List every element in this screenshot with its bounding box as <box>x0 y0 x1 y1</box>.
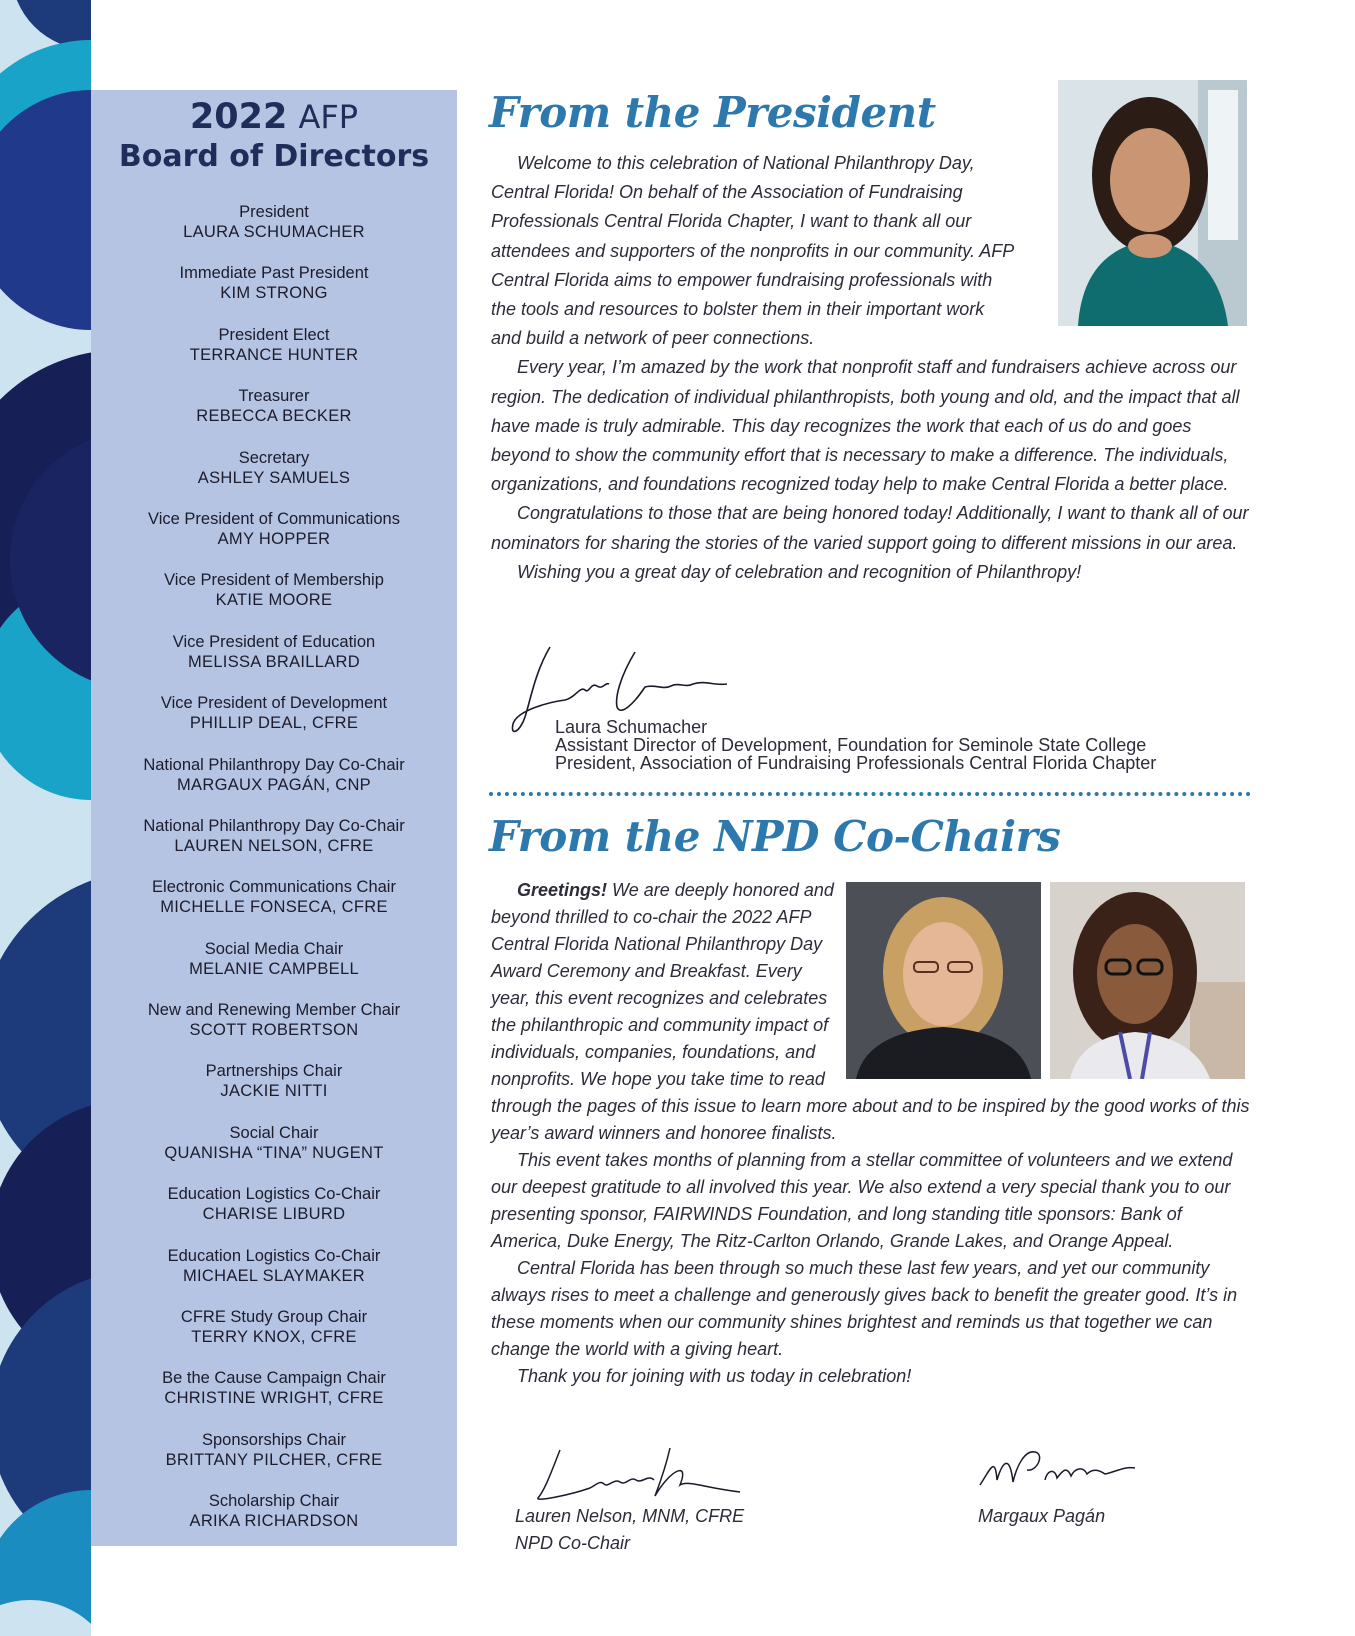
board-member-role: President Elect <box>218 325 330 344</box>
npd-paragraph: Thank you for joining with us today in celebration! <box>517 1366 912 1386</box>
cochair-title: NPD Co-Chair <box>515 1533 631 1553</box>
president-paragraph: Congratulations to those that are being honored today! Additionally, I want to thank all of our nominators for sharing the stories of the varied support going to different missions in our area. <box>491 503 1249 553</box>
board-member-role: Partnerships Chair <box>205 1062 343 1081</box>
npd-paragraph: Central Florida has been through so much these last few years, and yet our community always rises to meet a challenge and generously gives back to benefit the greater good. It’s in these moments when our community shines brightest and reminds us that together we can change the world with a giving heart. <box>491 1258 1238 1359</box>
board-member-name: CHARISE LIBURD <box>202 1205 346 1224</box>
board-member-role: President <box>239 203 309 221</box>
president-signer-title: President, Association of Fundraising Professionals Central Florida Chapter <box>555 753 1157 773</box>
board-member <box>91 509 457 570</box>
board-member-name: TERRY KNOX, CFRE <box>191 1328 357 1347</box>
npd-heading: From the NPD Co-Chairs <box>489 812 1061 861</box>
board-member <box>91 816 457 877</box>
board-member-name: LAURA SCHUMACHER <box>183 223 365 241</box>
npd-paragraph-text: We are deeply honored and beyond thrilled to co-chair the 2022 AFP Central Florida National Philanthropy Day Award Ceremony and Breakfast. Every year, this event recognizes and celebrates the philanthropic and community impact of individuals, companies, foundations, and nonprofits. We hope you take time to read through the pages of this issue to learn more about and to be inspired by the good works of this year’s award winners and honoree finalists. <box>491 880 1250 1143</box>
board-member-name: MICHELLE FONSECA, CFRE <box>160 898 388 917</box>
president-signer-title: Assistant Director of Development, Foundation for Seminole State College <box>555 735 1147 755</box>
npd-letter <box>491 877 1251 1390</box>
board-member-role: Scholarship Chair <box>208 1492 340 1511</box>
board-member <box>91 1368 457 1429</box>
board-title <box>91 98 457 176</box>
board-member-role: Education Logistics Co-Chair <box>167 1246 381 1265</box>
president-paragraph: Welcome to this celebration of National Philanthropy Day, Central Florida! On behalf of the Association of Fundraising Professionals Central Florida Chapter, I want to thank all our attendees and supporters of the nonprofits in our community. AFP Central Florida aims to empower fundraising professionals with the tools and resources to bolster them in their important work and build a network of peer connections. <box>491 153 1014 349</box>
board-member <box>91 632 457 693</box>
board-member <box>91 1000 457 1061</box>
section-divider <box>489 792 1251 796</box>
board-member-role: Vice President of Education <box>172 632 376 651</box>
board-member-name: MELANIE CAMPBELL <box>189 959 359 978</box>
board-member-name: LAUREN NELSON, CFRE <box>174 836 374 855</box>
board-member-list <box>91 202 457 1553</box>
board-member-name: AMY HOPPER <box>217 529 331 548</box>
board-member-name: MELISSA BRAILLARD <box>187 652 360 671</box>
president-heading: From the President <box>489 88 936 137</box>
board-member-name: TERRANCE HUNTER <box>189 345 359 364</box>
board-member <box>91 939 457 1000</box>
board-member-role: Secretary <box>238 448 310 467</box>
president-paragraph: Every year, I’m amazed by the work that nonprofit staff and fundraisers achieve across our region. The dedication of individual philanthropists, both young and old, and the impact that all have made is truly admirable. This day recognizes the work that each of us do and goes beyond to show the community effort that is necessary to make a difference. The individuals, organizations, and foundations recognized today help to make Central Florida a better place. <box>491 357 1240 495</box>
board-member-name: MARGAUX PAGÁN, CNP <box>177 775 371 794</box>
board-member-role: National Philanthropy Day Co-Chair <box>143 755 405 774</box>
board-member-name: KIM STRONG <box>220 284 328 303</box>
board-member <box>91 1061 457 1122</box>
board-member-role: Be the Cause Campaign Chair <box>162 1369 386 1388</box>
board-member <box>91 263 457 324</box>
board-member <box>91 1430 457 1491</box>
board-member-name: KATIE MOORE <box>215 591 333 610</box>
board-panel <box>91 90 457 1546</box>
board-member-role: Social Chair <box>229 1123 319 1142</box>
npd-greeting: Greetings! <box>517 880 608 900</box>
cochair-name: Lauren Nelson, MNM, CFRE <box>515 1506 745 1526</box>
board-member-role: Treasurer <box>238 387 310 406</box>
board-member-role: CFRE Study Group Chair <box>180 1308 368 1327</box>
board-member-name: MICHAEL SLAYMAKER <box>182 1266 366 1285</box>
board-member-name: SCOTT ROBERTSON <box>189 1021 359 1040</box>
cochair-signature-nelson <box>530 1440 750 1510</box>
decorative-circle-strip <box>0 0 91 1636</box>
board-member-role: Electronic Communications Chair <box>152 878 396 897</box>
board-member <box>91 1307 457 1368</box>
president-signature-block <box>555 718 1156 772</box>
board-member <box>91 693 457 754</box>
cochair-signature-block-nelson <box>515 1503 744 1557</box>
board-member <box>91 325 457 386</box>
board-member-name: JACKIE NITTI <box>220 1082 328 1101</box>
board-member <box>91 570 457 631</box>
board-member-role: Vice President of Development <box>160 694 388 713</box>
board-year: 2022 <box>189 97 288 137</box>
board-member <box>91 1491 457 1552</box>
board-member-name: ASHLEY SAMUELS <box>197 468 351 487</box>
board-member-role: Social Media Chair <box>204 939 344 958</box>
board-member-role: Sponsorships Chair <box>202 1430 346 1449</box>
board-member-name: CHRISTINE WRIGHT, CFRE <box>164 1389 384 1408</box>
board-member <box>91 1246 457 1307</box>
board-member <box>91 1184 457 1245</box>
president-paragraph: Wishing you a great day of celebration and recognition of Philanthropy! <box>517 561 1082 582</box>
board-member <box>91 386 457 447</box>
president-letter <box>491 149 1251 587</box>
board-member-role: New and Renewing Member Chair <box>147 1001 401 1020</box>
board-member <box>91 755 457 816</box>
board-org: AFP <box>298 98 359 136</box>
board-member-role: Education Logistics Co-Chair <box>167 1185 381 1204</box>
cochair-name: Margaux Pagán <box>978 1506 1106 1526</box>
board-member <box>91 202 457 263</box>
board-title-line2: Board of Directors <box>118 139 430 174</box>
board-member-role: Immediate Past President <box>179 264 369 283</box>
board-member-name: REBECCA BECKER <box>196 407 352 426</box>
president-signer-name: Laura Schumacher <box>555 717 708 737</box>
board-member-role: Vice President of Membership <box>164 571 384 590</box>
board-member-name: ARIKA RICHARDSON <box>189 1512 359 1531</box>
board-member-name: PHILLIP DEAL, CFRE <box>189 714 359 733</box>
board-member <box>91 1123 457 1184</box>
board-member-name: BRITTANY PILCHER, CFRE <box>165 1450 383 1469</box>
npd-paragraph: This event takes months of planning from a stellar committee of volunteers and we extend our deepest gratitude to all involved this year. We also extend a very special thank you to our presenting sponsor, FAIRWINDS Foundation, and long standing title sponsors: Bank of America, Duke Energy, The Ritz-Carlton Orlando, Grande Lakes, and Orange Appeal. <box>491 1150 1233 1251</box>
cochair-signature-block-pagan <box>978 1503 1105 1530</box>
board-member-name: QUANISHA “TINA” NUGENT <box>164 1143 384 1162</box>
cochair-signature-pagan <box>975 1440 1145 1500</box>
board-member-role: National Philanthropy Day Co-Chair <box>143 816 405 835</box>
board-member-role: Vice President of Communications <box>148 509 400 528</box>
board-member <box>91 448 457 509</box>
board-member <box>91 877 457 938</box>
